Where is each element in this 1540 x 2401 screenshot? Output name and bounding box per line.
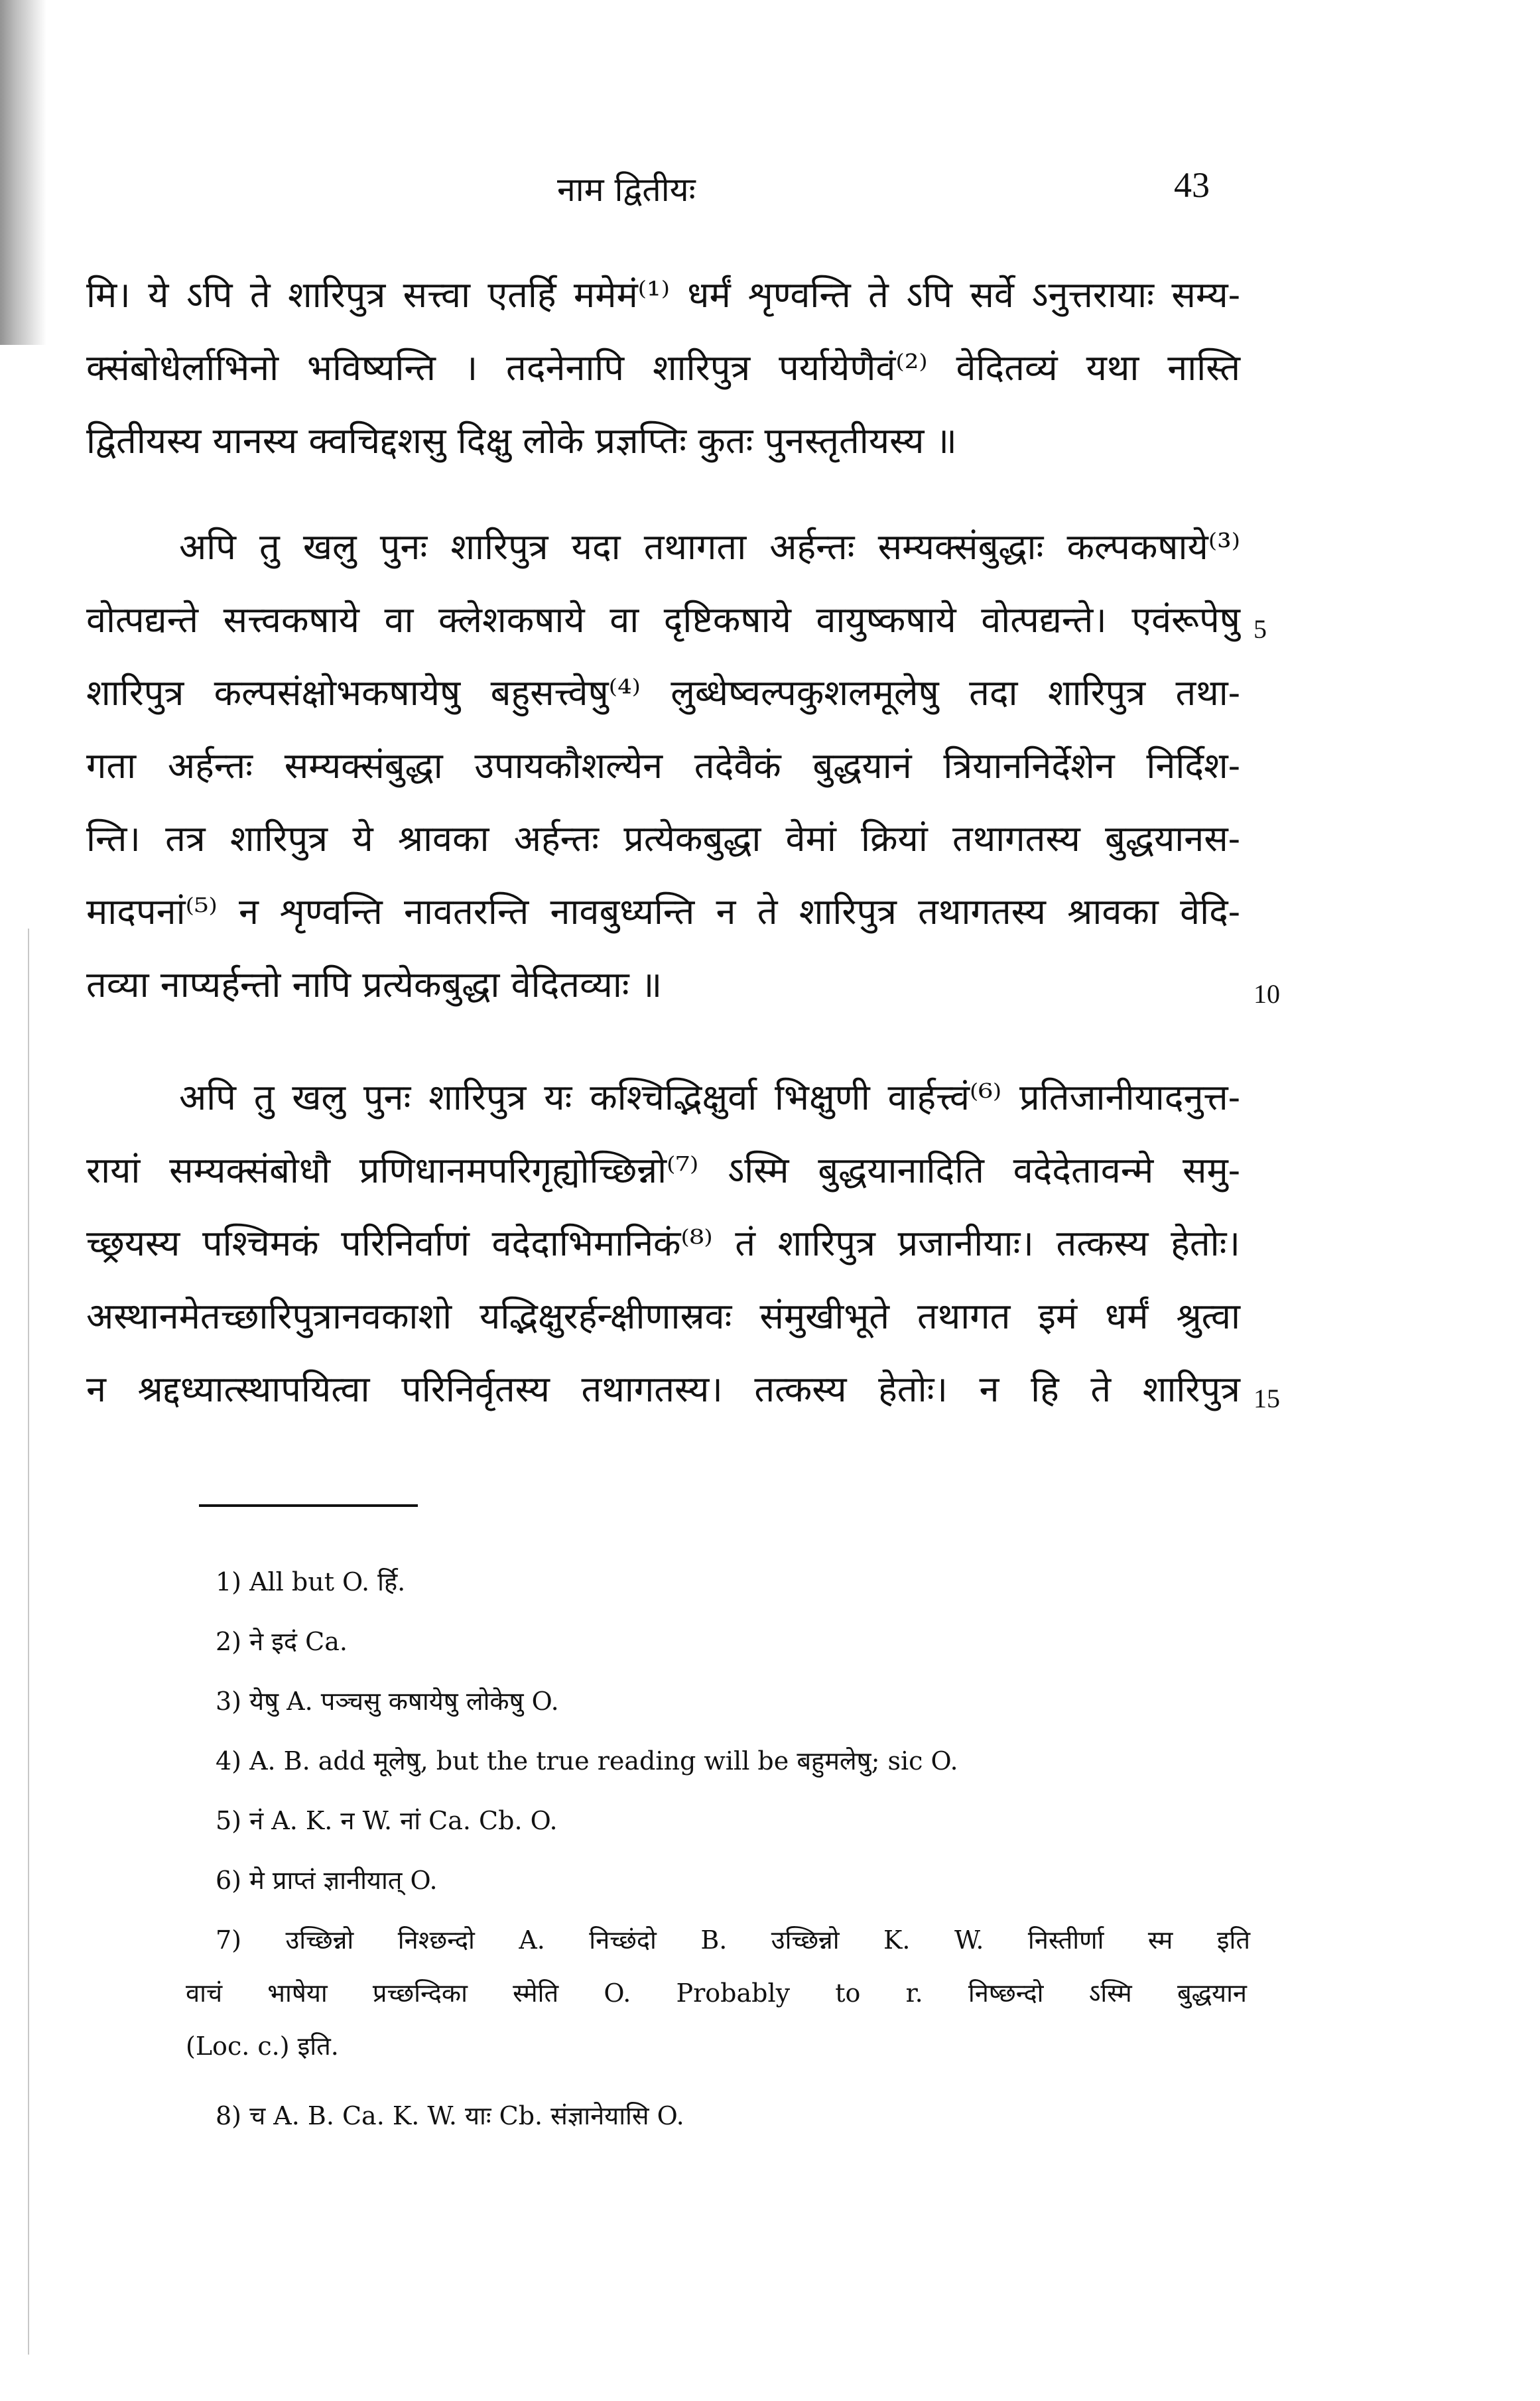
body-line-6: शारिपुत्र कल्पसंक्षोभकषायेषु बहुसत्त्वेषु⁽⁴⁾ लुब्धेष्वल्पकुशलमूलेषु तदा शारिपुत्र तथा- [86,672,1240,714]
body-line-13: च्छ्रयस्य पश्चिमकं परिनिर्वाणं वदेदाभिमानिकं⁽⁸⁾ तं शारिपुत्र प्रजानीयाः। तत्कस्य हेतोः। [86,1222,1240,1264]
page-number: 43 [1174,165,1210,205]
body-line-15: न श्रद्दध्यात्स्थापयित्वा परिनिर्वृतस्य तथागतस्य। तत्कस्य हेतोः। न हि ते शारिपुत्र [86,1368,1240,1410]
body-line-3: द्वितीयस्य यानस्य क्वचिद्दशसु दिक्षु लोके प्रज्ञप्तिः कुतः पुनस्तृतीयस्य ॥ [86,420,957,462]
footnote-1: 1) All but O. र्हि. [216,1567,406,1596]
body-line-10: तव्या नाप्यर्हन्तो नापि प्रत्येकबुद्धा वेदितव्याः ॥ [86,964,663,1006]
footnote-7-line-1: 7) उच्छिन्नो निश्छन्दो A. निच्छंदो B. उच्छिन्नो K. W. निस्तीर्णा स्म इति [216,1925,1250,1955]
footnote-2: 2) ने इदं Ca. [216,1627,348,1656]
body-line-1: मि। ये ऽपि ते शारिपुत्र सत्त्वा एतर्हि ममेमं⁽¹⁾ धर्मं शृण्वन्ति ते ऽपि सर्वे ऽनुत्तरायाः सम्य- [86,274,1240,316]
body-line-14: अस्थानमेतच्छारिपुत्रानवकाशो यद्भिक्षुरर्हन्क्षीणास्रवः संमुखीभूते तथागत इमं धर्मं श्रुत्वा [86,1295,1240,1337]
footnote-3: 3) येषु A. पञ्चसु कषायेषु लोकेषु O. [216,1687,559,1716]
footnote-7-line-3: (Loc. c.) इति. [186,2032,339,2061]
footnote-6: 6) मे प्राप्तं ज्ञानीयात् O. [216,1866,438,1895]
body-line-4: अपि तु खलु पुनः शारिपुत्र यदा तथागता अर्हन्तः सम्यक्संबुद्धाः कल्पकषाये⁽³⁾ [179,526,1240,568]
body-line-5: वोत्पद्यन्ते सत्त्वकषाये वा क्लेशकषाये वा दृष्टिकषाये वायुष्कषाये वोत्पद्यन्ते। एवंरूपेषु [86,599,1240,641]
footnote-4: 4) A. B. add मूलेषु, but the true reading will be बहुमलेषु; sic O. [216,1746,958,1776]
footnote-rule [199,1504,418,1507]
body-line-9: मादपनां⁽⁵⁾ न शृण्वन्ति नावतरन्ति नावबुध्यन्ति न ते शारिपुत्र तथागतस्य श्रावका वेदि- [86,891,1240,933]
footnote-5: 5) नं A. K. न W. नां Ca. Cb. O. [216,1806,558,1835]
line-number-15: 15 [1253,1384,1280,1413]
body-line-7: गता अर्हन्तः सम्यक्संबुद्धा उपायकौशल्येन तदेवैकं बुद्धयानं त्रियाननिर्देशेन निर्दिश- [86,745,1240,787]
running-head: नाम द्वितीयः [557,170,696,209]
line-number-10: 10 [1253,979,1280,1009]
line-number-5: 5 [1253,614,1267,644]
body-line-8: न्ति। तत्र शारिपुत्र ये श्रावका अर्हन्तः प्रत्येकबुद्धा वेमां क्रियां तथागतस्य बुद्धयानस- [86,818,1240,860]
footnote-7-line-2: वाचं भाषेया प्रच्छन्दिका स्मेति O. Probably to r. निष्छन्दो ऽस्मि बुद्धयान [186,1979,1247,2008]
body-line-11: अपि तु खलु पुनः शारिपुत्र यः कश्चिद्भिक्षुर्वा भिक्षुणी वार्हत्त्वं⁽⁶⁾ प्रतिजानीयादनुत्त- [179,1076,1240,1118]
footnote-8: 8) च A. B. Ca. K. W. याः Cb. संज्ञानेयासि O. [216,2101,684,2130]
page-binding-edge [28,929,29,2355]
page-binding-shadow [0,0,46,345]
body-line-12: रायां सम्यक्संबोधौ प्रणिधानमपरिगृह्योच्छिन्नो⁽⁷⁾ ऽस्मि बुद्धयानादिति वदेदेतावन्मे समु- [86,1149,1240,1191]
body-line-2: क्संबोधेर्लाभिनो भविष्यन्ति । तदनेनापि शारिपुत्र पर्यायेणैवं⁽²⁾ वेदितव्यं यथा नास्ति [86,347,1240,389]
